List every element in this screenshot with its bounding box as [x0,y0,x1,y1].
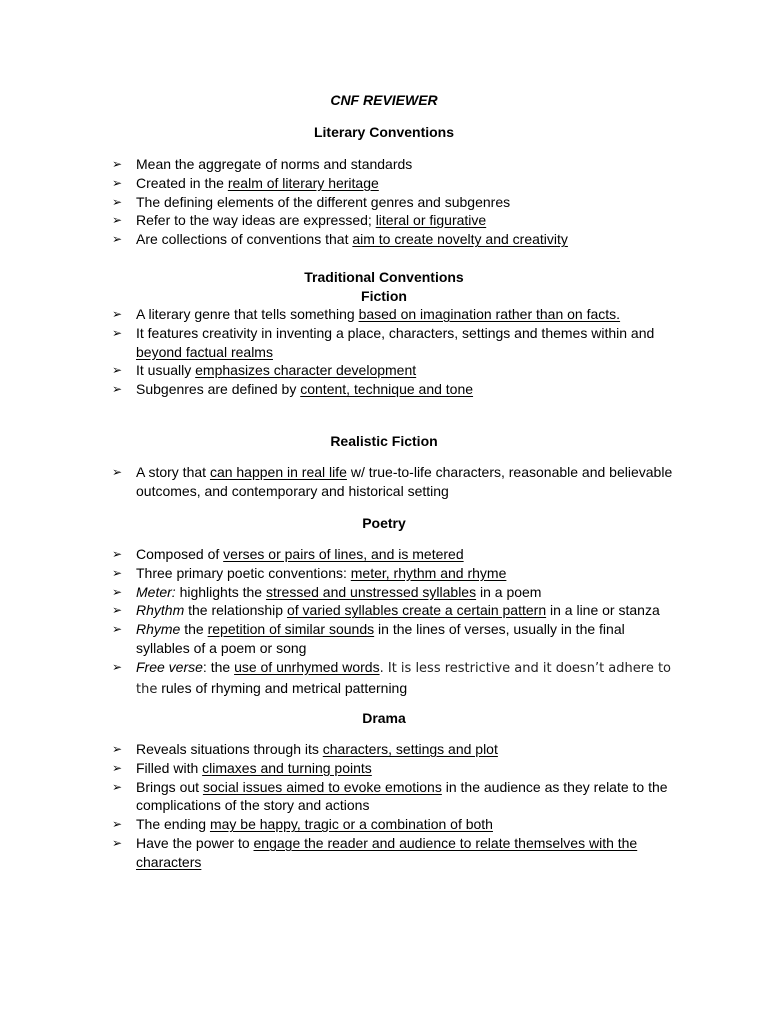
bullet-term: Rhyme [136,621,181,638]
bullet-text: the [180,621,208,638]
bullet-list-realistic-fiction [112,463,682,501]
arrow-bullet-icon: ➢ [112,194,123,209]
bullet-term: Free verse [136,658,203,675]
bullet-item [112,305,682,324]
bullet-text-tail: rules of rhyming and metrical patterning [157,679,408,696]
bullet-underlined-text: beyond factual realms [136,343,273,360]
bullet-item [112,601,682,620]
arrow-bullet-icon: ➢ [112,232,123,247]
bullet-underlined-text: of varied syllables create a certain pattern [286,602,547,619]
bullet-text: the relationship [184,602,287,619]
bullet-list-drama [112,740,682,872]
arrow-bullet-icon: ➢ [112,175,123,190]
bullet-text: Three primary poetic conventions: [136,564,351,581]
arrow-bullet-icon: ➢ [112,584,123,599]
bullet-item [112,740,682,759]
subheading-fiction: Fiction [361,288,407,304]
arrow-bullet-icon: ➢ [112,213,123,228]
heading-text: Literary Conventions [313,124,455,140]
bullet-item [112,545,682,564]
bullet-text: Refer to the way ideas are expressed; [136,212,376,229]
section-heading-literary-conventions [0,123,768,142]
bullet-item [112,778,682,816]
bullet-text: Subgenres are defined by [136,381,301,398]
arrow-bullet-icon: ➢ [112,565,123,580]
bullet-underlined-text: emphasizes character development [195,362,417,379]
bullet-text: A story that [136,464,210,480]
bullet-underlined-text: stressed and unstressed syllables [265,583,477,600]
arrow-bullet-icon: ➢ [112,547,123,561]
heading-text: Traditional Conventions [304,269,464,285]
bullet-underlined-text: meter, rhythm and rhyme [350,564,507,581]
bullet-term: Meter: [136,583,176,600]
bullet-text-tail: w/ true-to-life characters, reasonable and believable outcomes, and contemporary and historical setting [136,464,673,499]
bullet-underlined-text: characters, settings and plot [322,741,498,757]
bullet-item [112,361,682,380]
bullet-item [112,155,682,174]
bullet-text-tail: in a line or stanza [546,602,660,619]
bullet-text: It features creativity in inventing a place, characters, settings and themes within and [136,324,655,341]
bullet-underlined-text: may be happy, tragic or a combination of both [209,816,493,833]
bullet-list-literary-conventions [112,155,682,249]
bullet-text: Composed of [136,546,224,562]
arrow-bullet-icon: ➢ [112,742,123,756]
bullet-text-tail: in a poem [476,583,542,600]
bullet-text-tail: in the audience as they relate to the complications of the story and actions [136,778,668,814]
bullet-list-fiction [112,305,682,399]
bullet-item [112,834,682,872]
arrow-bullet-icon: ➢ [112,779,123,794]
arrow-bullet-icon: ➢ [112,465,123,479]
bullet-text: Have the power to [136,834,254,851]
bullet-underlined-text: content, technique and tone [300,381,474,398]
bullet-text-tail: in the lines of verses, usually in the final syllables of a poem or song [136,621,625,656]
bullet-text: Created in the [136,174,228,191]
bullet-item [112,759,682,778]
bullet-item [112,380,682,399]
bullet-underlined-text: social issues aimed to evoke emotions [202,778,442,795]
arrow-bullet-icon: ➢ [112,325,123,340]
bullet-item [112,193,682,212]
bullet-text: Reveals situations through its [136,741,323,757]
bullet-underlined-text: use of unrhymed words [234,658,380,675]
bullet-text: Mean the aggregate of norms and standards [136,156,413,172]
bullet-text: The ending [136,816,210,833]
arrow-bullet-icon: ➢ [112,835,123,850]
bullet-underlined-text: repetition of similar sounds [207,621,375,638]
section-heading-drama [0,709,768,728]
bullet-underlined-text: verses or pairs of lines, and is metered [223,546,464,562]
bullet-text: A literary genre that tells something [136,306,359,322]
document-title: CNF REVIEWER [330,92,438,108]
bullet-item [112,658,682,700]
section-heading-traditional-conventions [0,268,768,306]
bullet-item [112,324,682,362]
bullet-text: Filled with [136,759,203,776]
bullet-text-alt-font: . It is less restrictive and it doesn’t adhere to the [136,660,671,697]
section-heading-poetry [0,514,768,533]
bullet-underlined-text: climaxes and turning points [202,759,372,776]
section-heading-realistic-fiction [0,432,768,451]
bullet-item [112,230,682,249]
arrow-bullet-icon: ➢ [112,622,123,637]
arrow-bullet-icon: ➢ [112,659,123,674]
bullet-list-poetry [112,545,682,699]
bullet-text: Are collections of conventions that [136,231,353,248]
bullet-item [112,463,682,501]
bullet-underlined-text: literal or figurative [375,212,487,229]
heading-text: Drama [362,710,406,726]
bullet-term: Rhythm [136,602,185,619]
bullet-text: highlights the [175,583,266,600]
bullet-underlined-text: engage the reader and audience to relate themselves with the characters [136,834,638,870]
arrow-bullet-icon: ➢ [112,382,123,397]
bullet-item [112,564,682,583]
bullet-underlined-text: realm of literary heritage [227,174,379,191]
bullet-text: It usually [136,362,196,379]
bullet-item [112,583,682,602]
bullet-item [112,815,682,834]
heading-text: Poetry [362,515,406,531]
bullet-text: : the [202,658,235,675]
arrow-bullet-icon: ➢ [112,157,123,171]
bullet-text: Brings out [136,778,203,795]
arrow-bullet-icon: ➢ [112,817,123,832]
arrow-bullet-icon: ➢ [112,363,123,378]
bullet-item [112,620,682,658]
bullet-text: The defining elements of the different genres and subgenres [136,193,511,210]
bullet-underlined-text: based on imagination rather than on facts. [358,306,621,322]
bullet-item [112,211,682,230]
arrow-bullet-icon: ➢ [112,307,123,321]
arrow-bullet-icon: ➢ [112,603,123,618]
heading-text: Realistic Fiction [330,433,438,449]
bullet-underlined-text: can happen in real life [209,464,347,480]
arrow-bullet-icon: ➢ [112,760,123,775]
bullet-underlined-text: aim to create novelty and creativity [352,231,568,248]
bullet-item [112,174,682,193]
